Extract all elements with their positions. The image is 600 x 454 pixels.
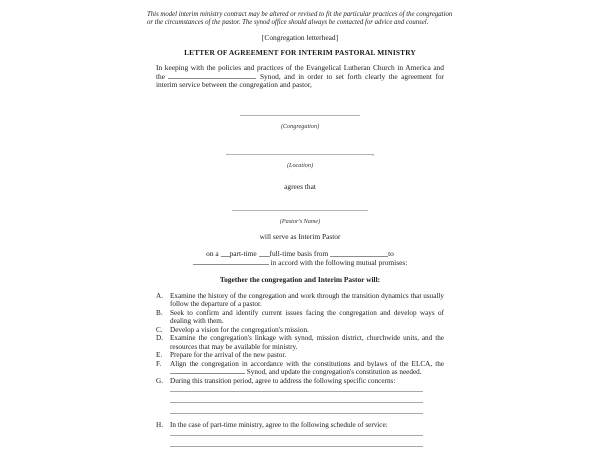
promises-list [156,292,444,454]
intro-text-before: In keeping with the policies and practices of the Evangelical Lutheran Church in America and the [156,63,444,81]
list-item [156,421,444,454]
location-blank-line [226,154,372,155]
write-in-line [170,403,423,414]
list-item [156,377,444,421]
write-in-line [170,429,423,436]
list-item [156,309,444,326]
list-item-content [170,377,444,421]
list-item-content [170,326,444,334]
pastor-field-label: (Pastor's Name) [279,218,321,226]
list-item-letter: B. [156,308,163,317]
basis-line-2 [156,259,444,268]
write-in-line [170,392,423,403]
write-in-line [170,385,423,392]
basis-block [156,250,444,268]
list-item-content [170,309,444,326]
list-item [156,360,444,377]
list-item-content [170,421,444,454]
part-time-check-blank [221,250,230,256]
document-page [147,0,453,454]
list-item-content [170,360,444,377]
list-item [156,326,444,334]
disclaimer-text: This model interim ministry contract may be altered or revised to fit the particular practices of the congregation or the circumstances of the pastor. The synod office should always be contacted for advice and counsel. [147,11,453,27]
location-suffix: , [372,148,374,158]
congregation-blank-line [240,115,360,116]
location-field-label: (Location) [286,162,314,170]
list-item-letter: D. [156,334,163,343]
intro-text-after: Synod, and in order to set forth clearly the agreement for interim service between the congregation and pastor, [156,71,444,90]
list-item-text: In the case of part-time ministry, agree to the following schedule of service: [170,421,388,430]
list-item-letter: C. [156,325,163,334]
list-item-text: Synod, and update the congregation's constitution as needed. [246,368,422,377]
list-item-letter: E. [156,351,163,360]
start-date-blank [330,250,388,256]
intro-paragraph [156,64,444,89]
list-item-letter: A. [156,292,163,300]
write-in-line [170,436,423,447]
end-date-blank [193,259,269,265]
synod-name-blank [168,73,256,79]
agrees-text: agrees that [284,182,316,192]
location-field [156,142,444,169]
basis-text-2: part-time [229,249,257,259]
congregation-field-label: (Congregation) [280,123,320,131]
list-item-content [170,292,444,309]
basis-text-5: in accord with the following mutual promises: [270,258,408,268]
congregation-field [156,103,444,130]
document-title: LETTER OF AGREEMENT FOR INTERIM PASTORAL MINISTRY [184,48,416,58]
basis-text-1: on a [206,249,219,259]
basis-text-4: to [388,249,394,259]
list-item-text: During this transition period, agree to address the following specific concerns: [170,376,396,385]
letterhead-placeholder: [Congregation letterhead] [261,33,339,43]
list-item [156,351,444,359]
list-item-letter: H. [156,421,163,430]
list-item-text: Seek to confirm and identify current issues facing the congregation and develop ways of dealing with them. [170,308,444,326]
list-item-content [170,351,444,359]
pastor-name-blank-line [232,210,368,211]
write-in-lines [170,429,444,447]
full-time-check-blank [259,250,270,256]
list-item-content [170,334,444,351]
list-item-text: Develop a vision for the congregation's mission. [170,325,309,334]
promises-heading: Together the congregation and Interim Pastor will: [219,275,381,284]
list-item-text: Align the congregation in accordance with the constitutions and bylaws of the ELCA, the [170,359,444,368]
inline-blank [170,368,245,374]
list-item-text: Examine the history of the congregation and work through the transition dynamics that usually follow the departure of a pastor. [170,292,444,309]
list-item-letter: G. [156,376,163,385]
list-item-text: Prepare for the arrival of the new pastor. [170,351,287,360]
pastor-name-field [156,198,444,225]
list-item-text: Examine the congregation's linkage with synod, mission district, churchwide units, and the resources that may be available for ministry. [170,334,444,351]
serve-text: will serve as Interim Pastor [259,232,341,242]
list-item-letter: F. [156,359,162,368]
list-item [156,334,444,351]
list-item [156,292,444,309]
basis-text-3: full-time basis from [269,249,329,259]
